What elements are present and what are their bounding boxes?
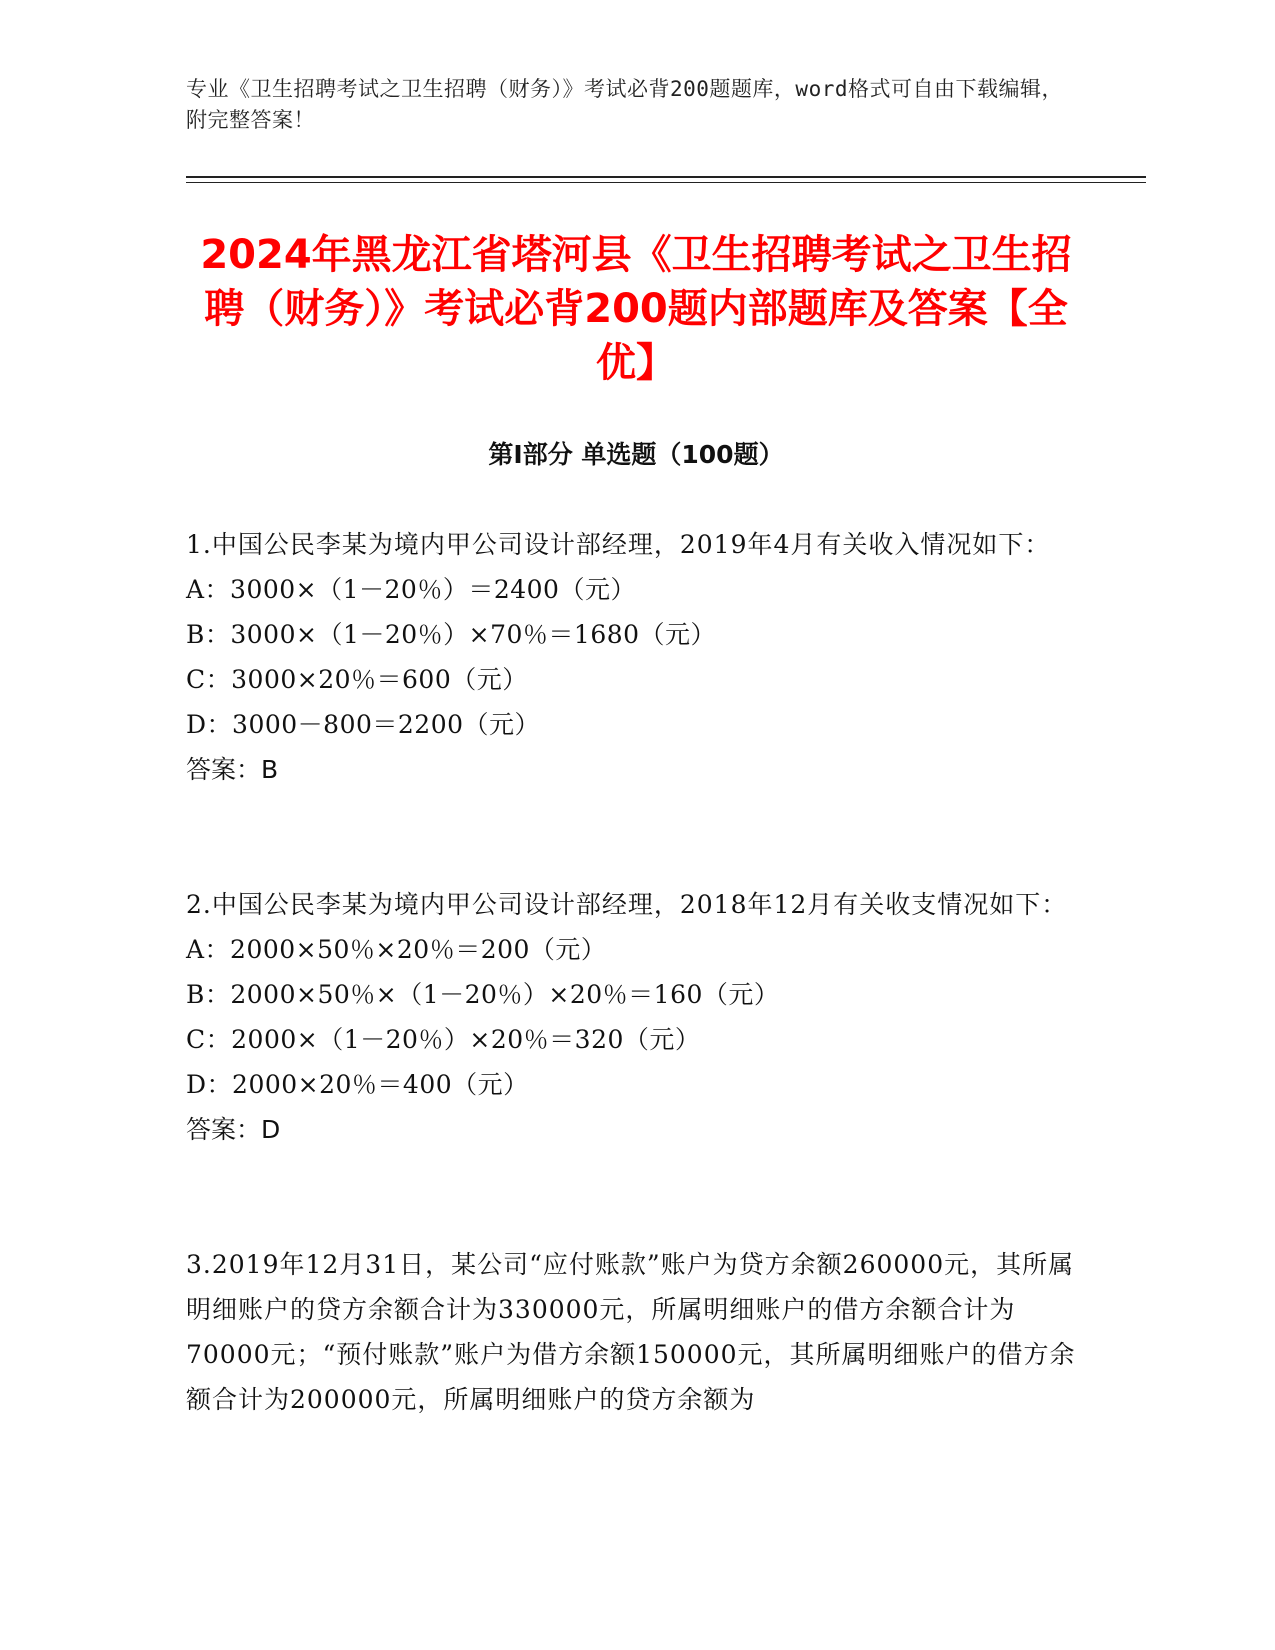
answer: 答案：B — [186, 755, 279, 784]
option-b: B：2000×50％×（1－20％）×20％＝160（元） — [186, 980, 780, 1009]
option-a: A：2000×50％×20％＝200（元） — [186, 935, 607, 964]
question-1 — [186, 522, 1086, 792]
header-note: 专业《卫生招聘考试之卫生招聘（财务）》考试必背200题题库，word格式可自由下载编辑，附完整答案！ — [186, 77, 1063, 132]
answer: 答案：D — [186, 1115, 281, 1144]
header-divider-thin — [186, 182, 1146, 183]
section-heading: 第I部分 单选题（100题） — [488, 440, 784, 469]
option-b: B：3000×（1－20％）×70％＝1680（元） — [186, 620, 717, 649]
document-title: 2024年黑龙江省塔河县《卫生招聘考试之卫生招聘（财务）》考试必背200题内部题库及答案【全优】 — [200, 232, 1072, 386]
option-d: D：2000×20％＝400（元） — [186, 1070, 529, 1099]
question-2 — [186, 882, 1086, 1152]
question-3 — [186, 1242, 1086, 1422]
option-a: A：3000×（1－20％）＝2400（元） — [186, 575, 636, 604]
question-stem: 1.中国公民李某为境内甲公司设计部经理，2019年4月有关收入情况如下： — [186, 530, 1051, 559]
option-d: D：3000－800＝2200（元） — [186, 710, 541, 739]
question-stem: 3.2019年12月31日，某公司“应付账款”账户为贷方余额260000元，其所属明细账户的贷方余额合计为330000元，所属明细账户的借方余额合计为70000元；“预付账款”账户为借方余额150000元，其所属明细账户的借方余额合计为200000元，所属明细账户的贷方余额为 — [186, 1250, 1076, 1414]
option-c: C：3000×20％＝600（元） — [186, 665, 528, 694]
option-c: C：2000×（1－20％）×20％＝320（元） — [186, 1025, 701, 1054]
question-stem: 2.中国公民李某为境内甲公司设计部经理，2018年12月有关收支情况如下： — [186, 890, 1068, 919]
header-divider-thick — [186, 176, 1146, 178]
